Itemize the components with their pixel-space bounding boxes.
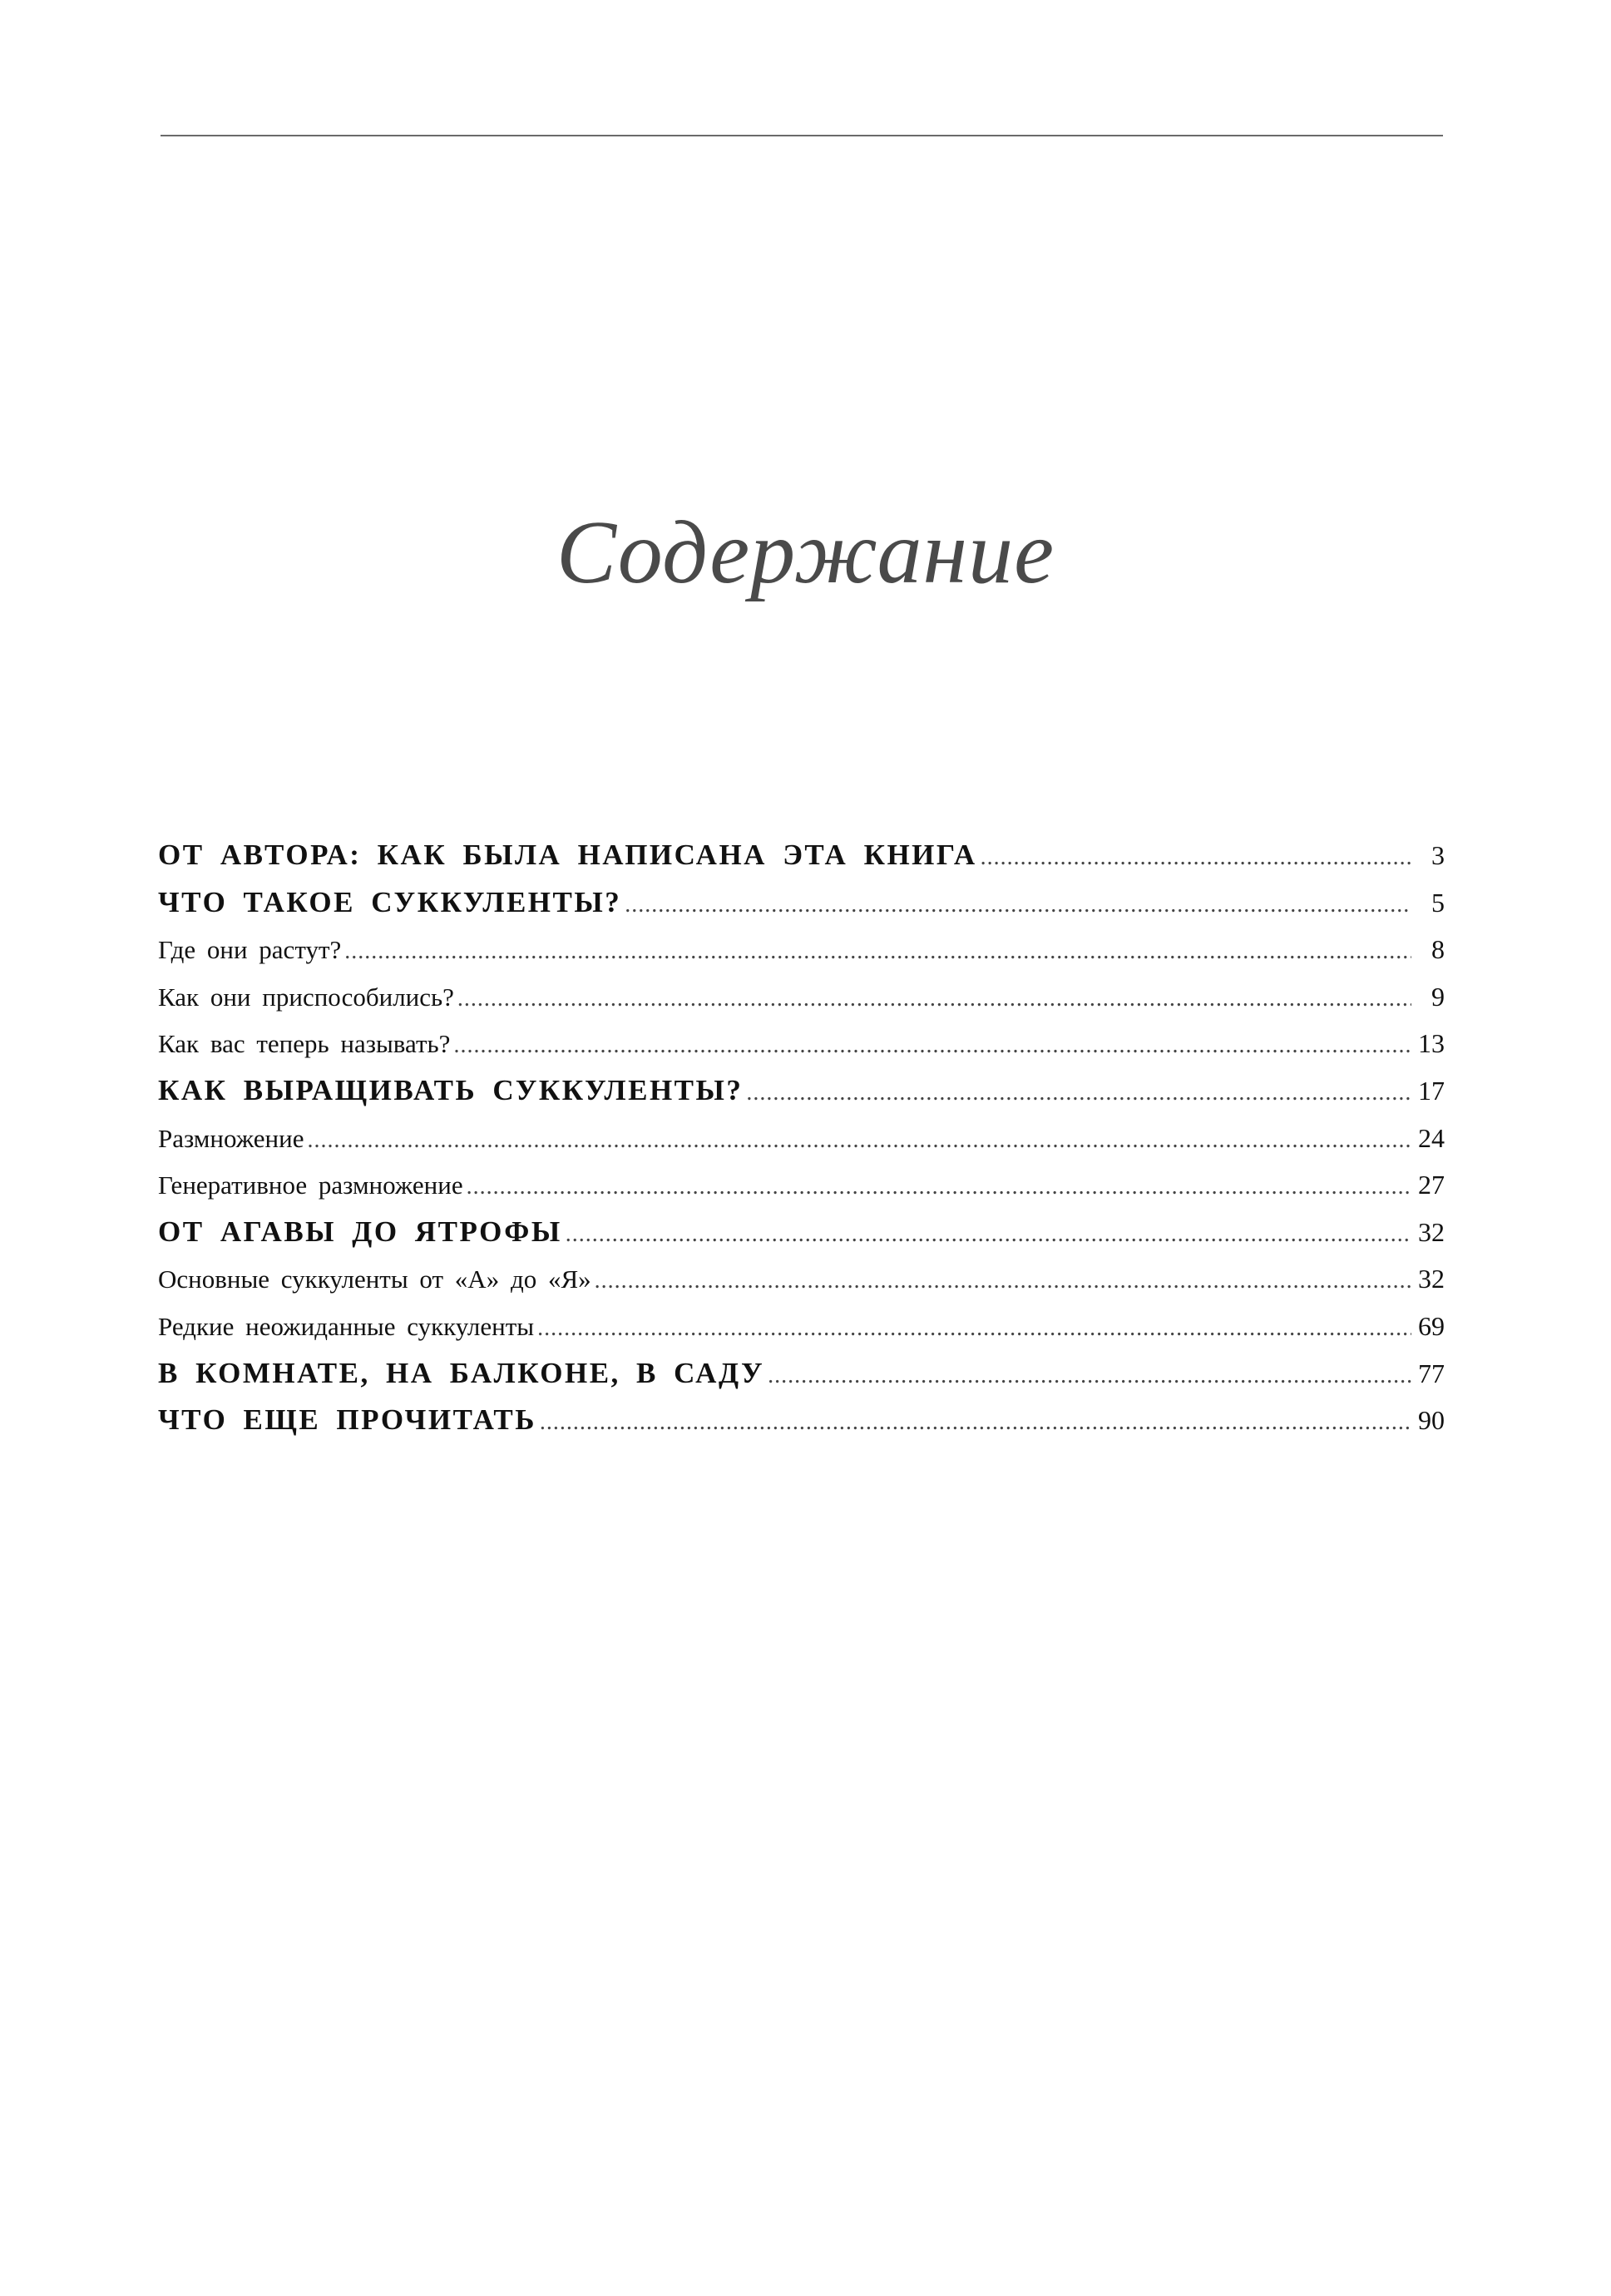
toc-page-number: 69 bbox=[1418, 1310, 1445, 1341]
toc-entry[interactable] bbox=[158, 1161, 1445, 1209]
toc-entry-label: ЧТО ЕЩЕ ПРОЧИТАТЬ bbox=[158, 1403, 536, 1437]
table-of-contents bbox=[158, 832, 1445, 1444]
toc-entry-label: Редкие неожиданные суккуленты bbox=[158, 1311, 535, 1341]
toc-entry-label: ОТ АВТОРА: КАК БЫЛА НАПИСАНА ЭТА КНИГА bbox=[158, 839, 977, 871]
toc-page-number: 77 bbox=[1418, 1358, 1445, 1388]
toc-entry-label: Размножение bbox=[158, 1123, 304, 1153]
toc-entry-label: Генеративное размножение bbox=[158, 1170, 463, 1200]
toc-page-number: 27 bbox=[1418, 1170, 1445, 1200]
toc-entry[interactable] bbox=[158, 1020, 1445, 1067]
toc-entry[interactable] bbox=[158, 1209, 1445, 1256]
toc-dot-leader bbox=[768, 1353, 1411, 1400]
toc-dot-leader bbox=[746, 1070, 1411, 1117]
toc-entry-label: ЧТО ТАКОЕ СУККУЛЕНТЫ? bbox=[158, 885, 622, 918]
toc-dot-leader bbox=[467, 1164, 1411, 1211]
toc-entry[interactable] bbox=[158, 1067, 1445, 1115]
header-rule bbox=[161, 135, 1443, 136]
toc-entry[interactable] bbox=[158, 832, 1445, 879]
toc-page-number: 90 bbox=[1418, 1405, 1445, 1436]
toc-entry[interactable] bbox=[158, 1115, 1445, 1162]
toc-entry-label: Основные суккуленты от «А» до «Я» bbox=[158, 1264, 591, 1294]
toc-entry-label: Где они растут? bbox=[158, 935, 342, 965]
toc-page-number: 3 bbox=[1431, 840, 1445, 870]
toc-entry[interactable] bbox=[158, 1350, 1445, 1398]
toc-entry[interactable] bbox=[158, 926, 1445, 973]
toc-entry-label: Как вас теперь называть? bbox=[158, 1029, 451, 1059]
toc-page-number: 8 bbox=[1431, 934, 1445, 965]
page-title: Содержание bbox=[556, 503, 1055, 602]
toc-page-number: 9 bbox=[1431, 981, 1445, 1012]
toc-entry[interactable] bbox=[158, 973, 1445, 1021]
toc-dot-leader bbox=[457, 976, 1411, 1023]
toc-entry[interactable] bbox=[158, 1303, 1445, 1350]
toc-entry[interactable] bbox=[158, 879, 1445, 927]
toc-dot-leader bbox=[595, 1258, 1411, 1305]
toc-page-number: 32 bbox=[1418, 1216, 1445, 1247]
toc-dot-leader bbox=[537, 1305, 1411, 1353]
toc-page-number: 13 bbox=[1418, 1028, 1445, 1059]
toc-entry[interactable] bbox=[158, 1255, 1445, 1303]
toc-page-number: 32 bbox=[1418, 1264, 1445, 1294]
toc-dot-leader bbox=[344, 928, 1411, 976]
toc-entry[interactable] bbox=[158, 1397, 1445, 1444]
toc-dot-leader bbox=[625, 882, 1411, 929]
toc-page-number: 17 bbox=[1418, 1075, 1445, 1106]
toc-dot-leader bbox=[981, 834, 1411, 882]
toc-page-number: 5 bbox=[1431, 887, 1445, 918]
toc-dot-leader bbox=[566, 1211, 1411, 1259]
toc-entry-label: ОТ АГАВЫ ДО ЯТРОФЫ bbox=[158, 1215, 562, 1248]
toc-page-number: 24 bbox=[1418, 1122, 1445, 1153]
toc-dot-leader bbox=[307, 1117, 1411, 1165]
toc-entry-label: Как они приспособились? bbox=[158, 982, 454, 1012]
toc-dot-leader bbox=[540, 1399, 1411, 1447]
toc-dot-leader bbox=[453, 1022, 1411, 1070]
toc-entry-label: В КОМНАТЕ, НА БАЛКОНЕ, В САДУ bbox=[158, 1356, 765, 1389]
toc-entry-label: КАК ВЫРАЩИВАТЬ СУККУЛЕНТЫ? bbox=[158, 1073, 744, 1106]
